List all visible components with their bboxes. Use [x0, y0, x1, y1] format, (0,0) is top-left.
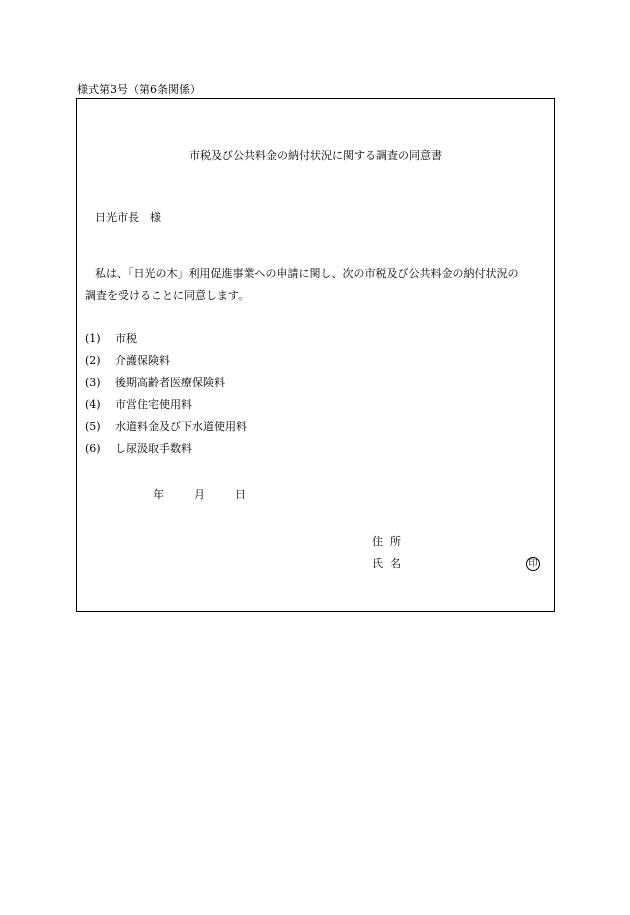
item-label: 市営住宅使用料	[115, 398, 192, 411]
list-item	[85, 394, 247, 416]
date-year-label: 年	[153, 488, 164, 501]
item-number: (2)	[85, 354, 101, 367]
date-day-label: 日	[235, 488, 246, 501]
name-label	[372, 557, 401, 571]
list-item	[85, 416, 247, 438]
address-label-char-1: 住	[372, 535, 383, 548]
name-label-char-1: 氏	[372, 557, 383, 570]
addressee: 日光市長 様	[95, 211, 161, 224]
consent-form-frame	[76, 98, 555, 612]
item-label: し尿汲取手数料	[115, 442, 192, 455]
form-number-label: 様式第3号（第6条関係）	[77, 83, 201, 96]
item-label: 介護保険料	[115, 354, 170, 367]
date-line	[153, 488, 246, 502]
list-item	[85, 350, 247, 372]
item-label: 後期高齢者医療保険料	[115, 376, 225, 389]
consent-statement-line-2: 調査を受けることに同意します。	[85, 289, 250, 302]
address-label	[372, 535, 401, 549]
name-label-char-2: 名	[390, 557, 401, 570]
document-title: 市税及び公共料金の納付状況に関する調査の同意書	[189, 149, 442, 162]
list-item	[85, 328, 247, 350]
date-month-label: 月	[194, 488, 205, 501]
item-number: (4)	[85, 398, 101, 411]
consent-statement	[85, 263, 553, 307]
item-number: (6)	[85, 442, 101, 455]
item-number: (1)	[85, 332, 101, 345]
item-number: (3)	[85, 376, 101, 389]
address-label-char-2: 所	[390, 535, 401, 548]
list-item	[85, 438, 247, 460]
consent-statement-line-1: 私は、「日光の木」利用促進事業への申請に関し、次の市税及び公共料金の納付状況の	[95, 267, 519, 280]
item-label: 市税	[115, 332, 137, 345]
item-label: 水道料金及び下水道使用料	[115, 420, 247, 433]
item-number: (5)	[85, 420, 101, 433]
fee-item-list	[85, 328, 247, 460]
list-item	[85, 372, 247, 394]
seal-mark: 印	[526, 557, 540, 571]
